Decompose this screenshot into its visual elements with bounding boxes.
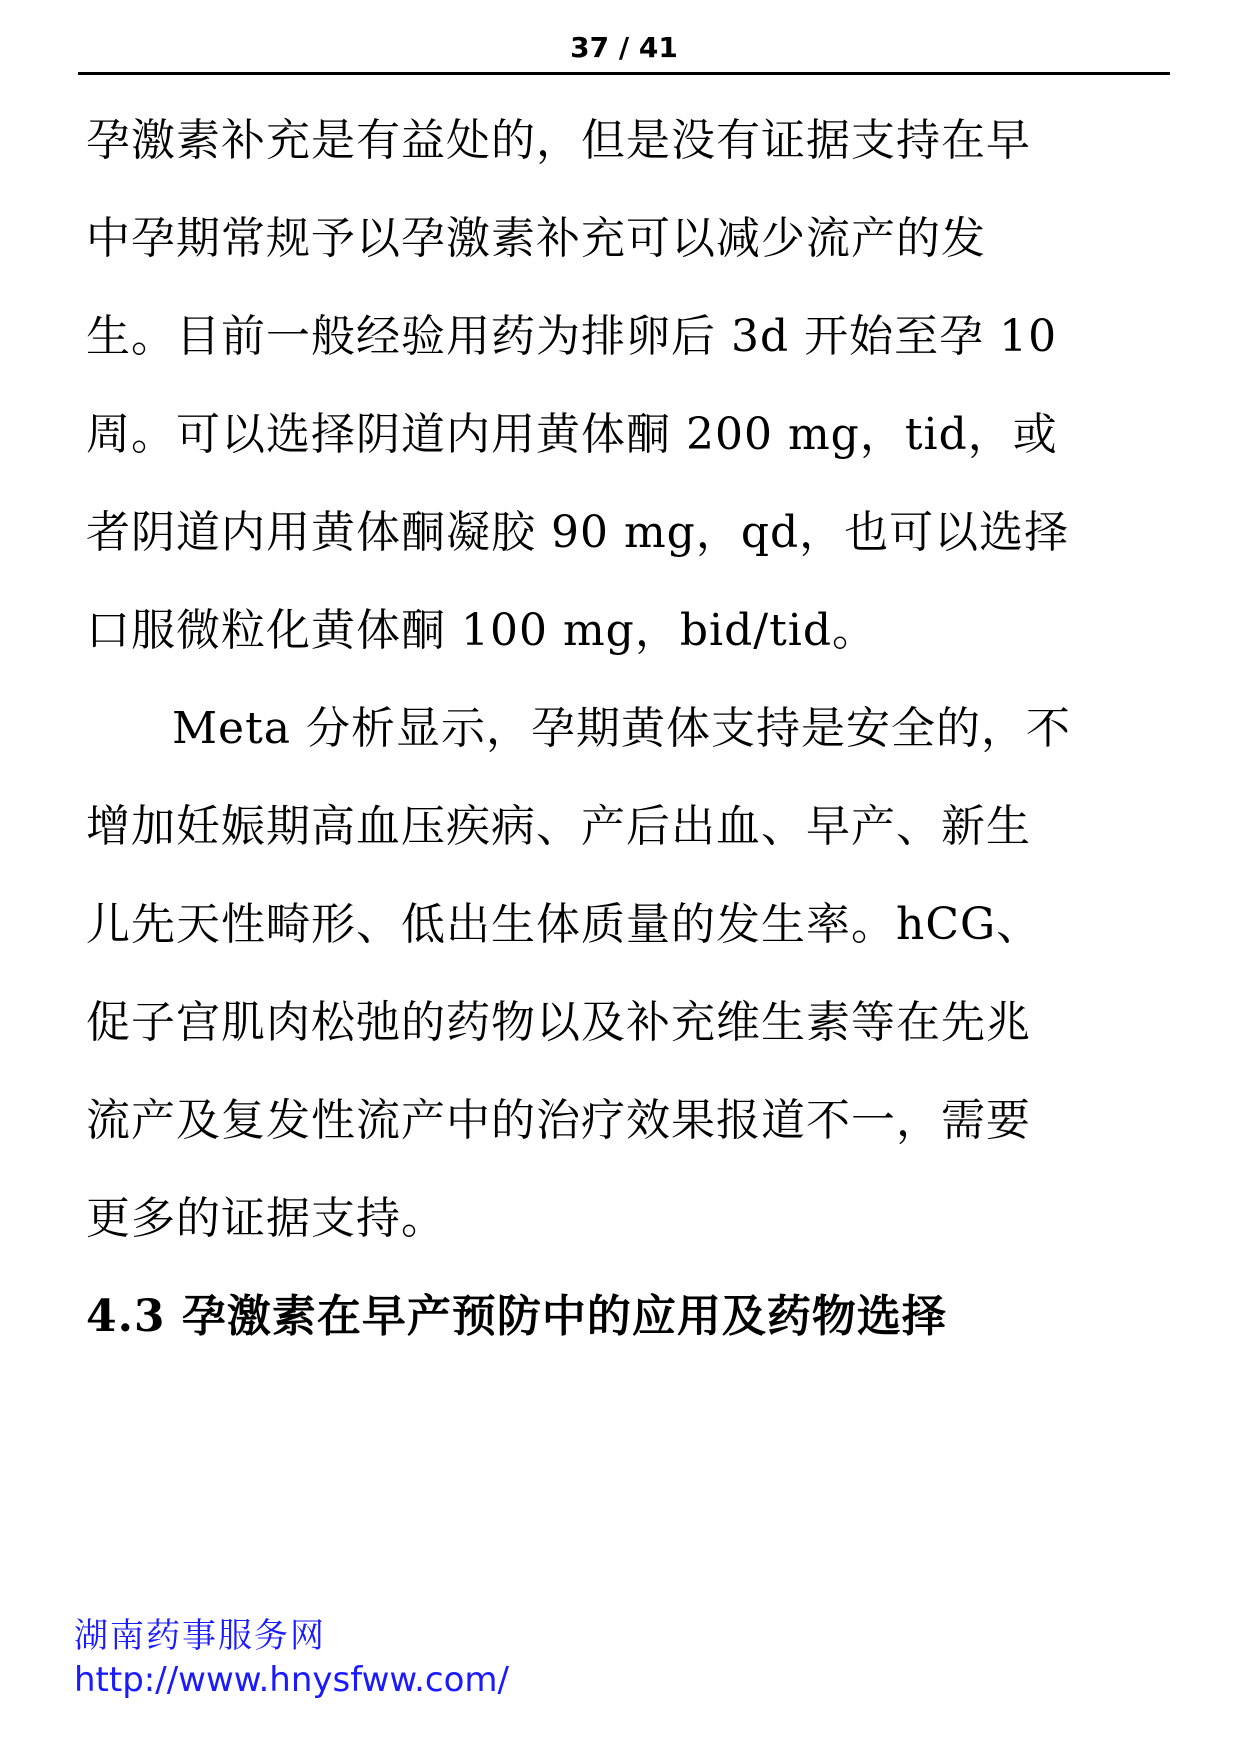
document-body bbox=[86, 92, 1166, 1366]
paragraph-line: 孕激素补充是有益处的，但是没有证据支持在早 bbox=[86, 115, 1031, 166]
paragraph-line-indented: Meta 分析显示，孕期黄体支持是安全的，不 bbox=[172, 703, 1071, 754]
paragraph-line: 儿先天性畸形、低出生体质量的发生率。hCG、 bbox=[86, 899, 1042, 950]
footer-site-name: 湖南药事服务网 bbox=[74, 1616, 326, 1656]
section-heading: 4.3 孕激素在早产预防中的应用及药物选择 bbox=[86, 1291, 947, 1342]
paragraph-line: 生。目前一般经验用药为排卵后 3d 开始至孕 10 bbox=[86, 311, 1058, 362]
paragraph-line: 者阴道内用黄体酮凝胶 90 mg，qd，也可以选择 bbox=[86, 507, 1070, 558]
paragraph-line: 增加妊娠期高血压疾病、产后出血、早产、新生 bbox=[86, 801, 1031, 852]
footer bbox=[74, 1614, 509, 1702]
page-number: 37 / 41 bbox=[570, 31, 678, 64]
paragraph-line: 周。可以选择阴道内用黄体酮 200 mg，tid，或 bbox=[86, 409, 1058, 460]
paragraph-line: 更多的证据支持。 bbox=[86, 1193, 446, 1244]
paragraph-line: 中孕期常规予以孕激素补充可以减少流产的发 bbox=[86, 213, 986, 264]
page-header bbox=[78, 28, 1170, 75]
paragraph-line: 口服微粒化黄体酮 100 mg，bid/tid。 bbox=[86, 605, 877, 656]
footer-url-link[interactable]: http://www.hnysfww.com/ bbox=[74, 1660, 509, 1700]
paragraph-line: 促子宫肌肉松弛的药物以及补充维生素等在先兆 bbox=[86, 997, 1031, 1048]
paragraph-line: 流产及复发性流产中的治疗效果报道不一，需要 bbox=[86, 1095, 1031, 1146]
